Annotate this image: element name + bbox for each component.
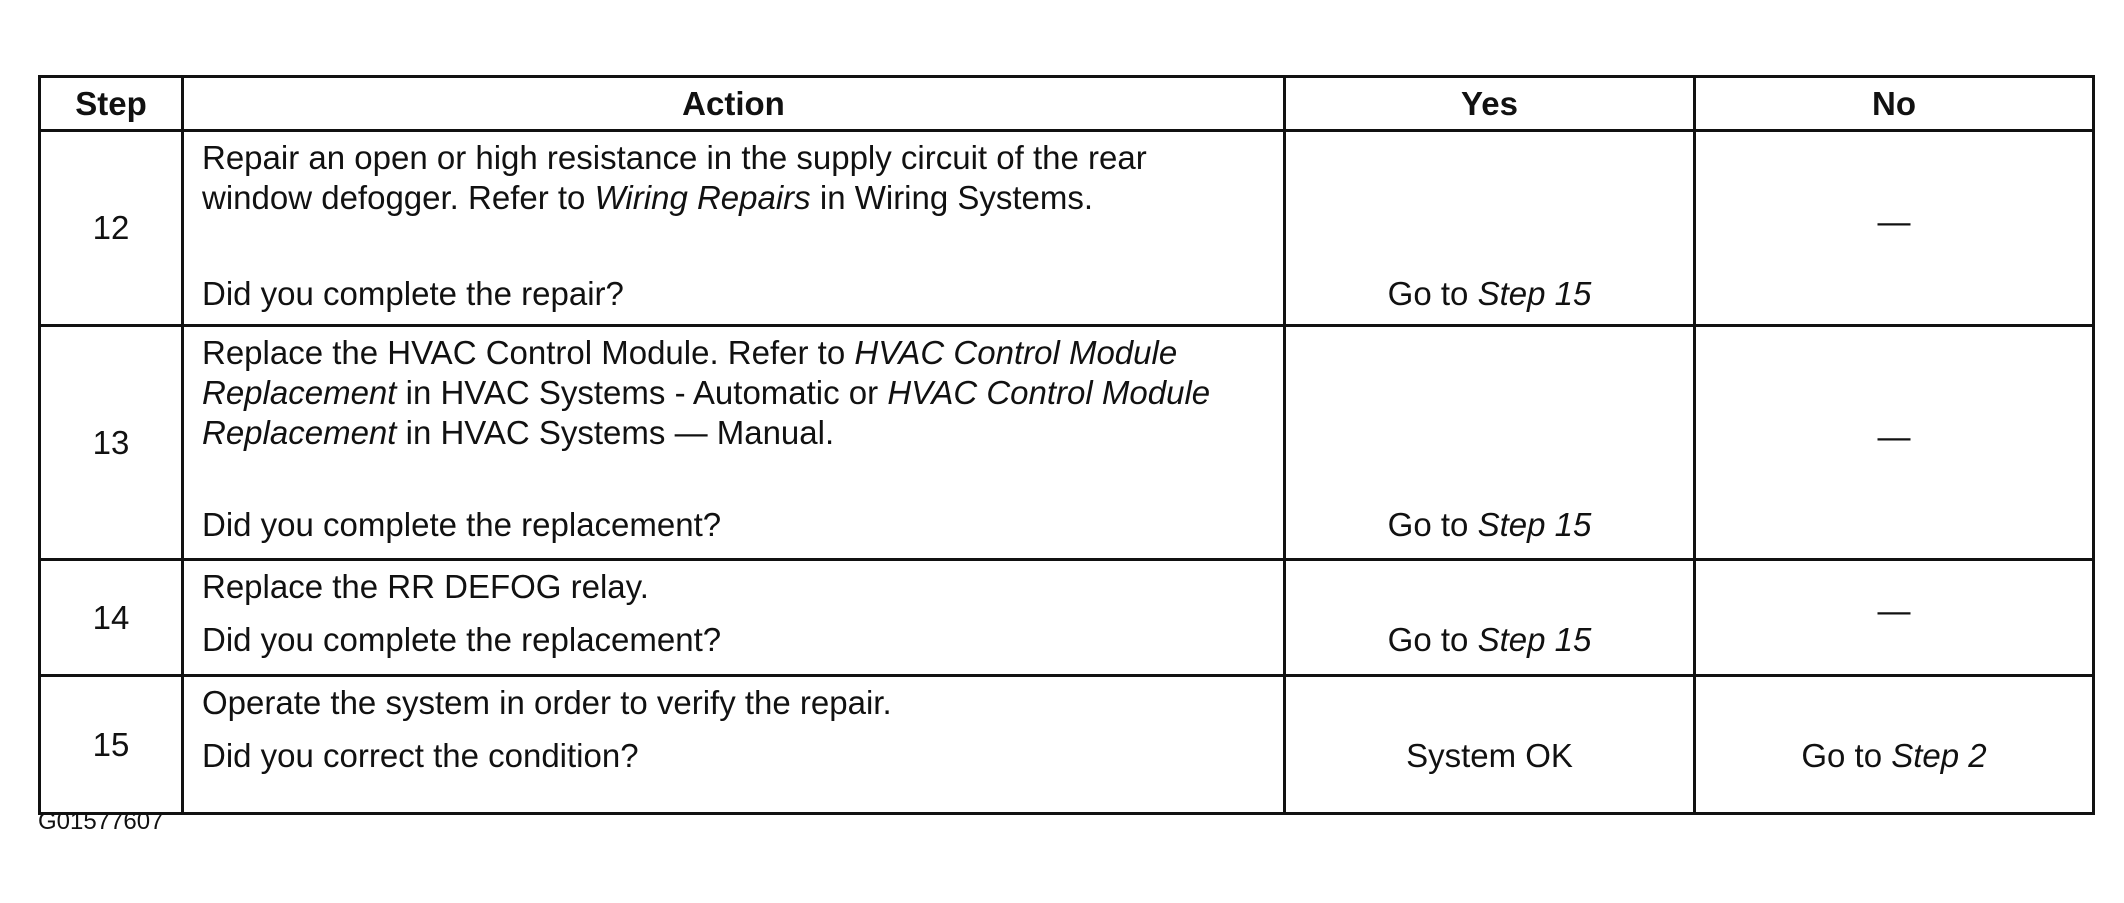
action-text: Replace the RR DEFOG relay. <box>202 568 649 605</box>
header-action: Action <box>183 77 1285 131</box>
action-cell <box>183 131 1285 326</box>
diagnostic-table <box>38 75 2095 815</box>
action-instruction <box>202 333 1265 453</box>
action-reference: HVAC Control Module Replacement <box>202 374 1211 451</box>
yes-cell <box>1285 560 1695 676</box>
yes-prefix: Go to <box>1387 275 1478 312</box>
yes-step-ref: Step 15 <box>1477 506 1592 543</box>
action-instruction <box>202 567 1265 607</box>
action-cell <box>183 560 1285 676</box>
action-question: Did you complete the replacement? <box>202 506 722 543</box>
action-reference: Wiring Repairs <box>594 179 811 216</box>
yes-step-ref: Step 15 <box>1477 275 1592 312</box>
no-step-ref: Step 2 <box>1891 737 1987 774</box>
header-row <box>40 77 2094 131</box>
header-no: No <box>1695 77 2094 131</box>
action-question: Did you correct the condition? <box>202 737 639 774</box>
no-dash: — <box>1877 203 1911 240</box>
action-text: Replace the HVAC Control Module. Refer to <box>202 334 855 371</box>
no-cell <box>1695 676 2094 814</box>
action-question: Did you complete the repair? <box>202 275 624 312</box>
step-number: 15 <box>40 676 183 814</box>
no-dash: — <box>1877 592 1911 629</box>
action-instruction <box>202 683 1265 723</box>
action-reference: HVAC Control Module Replacement <box>202 334 1178 411</box>
header-step: Step <box>40 77 183 131</box>
table-row <box>40 326 2094 560</box>
action-text: in HVAC Systems — Manual. <box>396 414 835 451</box>
action-text: Repair an open or high resistance in the supply circuit of the rear window defogger. Refer to <box>202 139 1147 216</box>
action-cell <box>183 676 1285 814</box>
action-text: in HVAC Systems - Automatic or <box>396 374 888 411</box>
action-question: Did you complete the replacement? <box>202 621 722 658</box>
no-result <box>1696 736 2092 776</box>
no-prefix: Go to <box>1801 737 1892 774</box>
yes-cell <box>1285 326 1695 560</box>
yes-prefix: Go to <box>1387 621 1478 658</box>
action-text: Operate the system in order to verify the repair. <box>202 684 892 721</box>
yes-step-ref: Step 15 <box>1477 621 1592 658</box>
no-cell <box>1695 560 2094 676</box>
yes-result <box>1286 274 1693 314</box>
table-row <box>40 131 2094 326</box>
figure-id: G01577607 <box>38 808 164 835</box>
action-text: in Wiring Systems. <box>810 179 1094 216</box>
step-number: 12 <box>40 131 183 326</box>
step-number: 14 <box>40 560 183 676</box>
no-cell <box>1695 131 2094 326</box>
step-number: 13 <box>40 326 183 560</box>
yes-prefix: Go to <box>1387 506 1478 543</box>
no-cell <box>1695 326 2094 560</box>
table-row <box>40 560 2094 676</box>
yes-result <box>1286 736 1693 776</box>
yes-result <box>1286 620 1693 660</box>
action-cell <box>183 326 1285 560</box>
yes-prefix: System OK <box>1406 737 1573 774</box>
no-dash: — <box>1877 418 1911 455</box>
header-yes: Yes <box>1285 77 1695 131</box>
yes-result <box>1286 505 1693 545</box>
yes-cell <box>1285 131 1695 326</box>
table-row <box>40 676 2094 814</box>
yes-cell <box>1285 676 1695 814</box>
action-instruction <box>202 138 1265 218</box>
